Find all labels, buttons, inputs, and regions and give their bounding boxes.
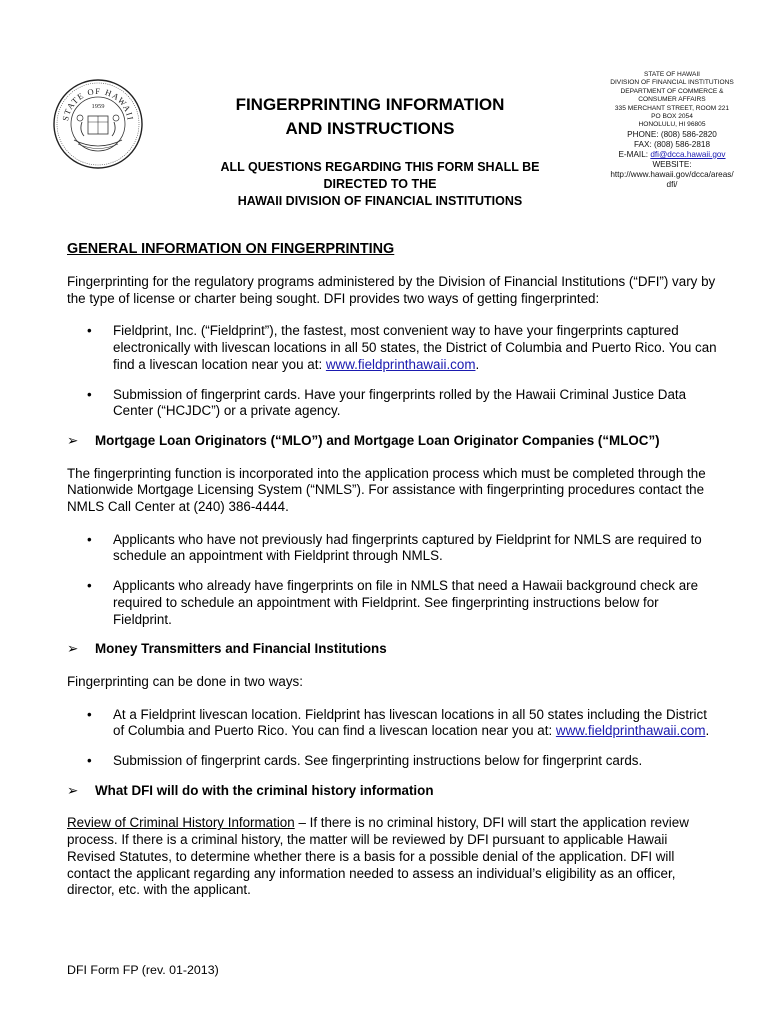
contact-phone: PHONE: (808) 586-2820 bbox=[627, 129, 717, 139]
contact-line: DIVISION OF FINANCIAL INSTITUTIONS bbox=[610, 79, 734, 87]
general-list bbox=[67, 323, 717, 420]
state-seal-icon bbox=[52, 78, 144, 170]
general-bullet1-text: Fieldprint, Inc. (“Fieldprint”), the fastest, most convenient way to have your fingerprints captured electronically with livescan locations in all 50 states, the District of Columbia and Puerto Rico. You can find a livescan location near you at: bbox=[113, 323, 717, 372]
contact-line: DEPARTMENT OF COMMERCE & bbox=[620, 87, 724, 95]
questions-notice bbox=[170, 159, 590, 210]
list-item: • At a Fieldprint livescan location. Fieldprint has livescan locations in all 50 states including the District of Columbia and Puerto Rico. You can find a livescan location near you at: www.fieldprinthawaii.com. bbox=[87, 706, 710, 739]
contact-email-link[interactable]: dfi@dcca.hawaii.gov bbox=[650, 149, 726, 159]
contact-email-label: E-MAIL: bbox=[618, 149, 649, 159]
fieldprint-link[interactable]: www.fieldprinthawaii.com bbox=[325, 356, 476, 372]
bullet-icon: • bbox=[87, 578, 92, 594]
mlo-heading: ➢ Mortgage Loan Originators (“MLO”) and Mortgage Loan Originator Companies (“MLOC”) bbox=[67, 432, 660, 448]
contact-line: HONOLULU, HI 96805 bbox=[638, 121, 706, 129]
money-heading: ➢ Money Transmitters and Financial Institutions bbox=[67, 641, 387, 657]
list-item: • Applicants who have not previously had fingerprints captured by Fieldprint for NMLS are required to schedule an appointment with Fieldprint through NMLS. bbox=[87, 531, 702, 564]
list-item bbox=[67, 387, 717, 420]
contact-line: PO BOX 2054 bbox=[651, 113, 693, 121]
general-heading: GENERAL INFORMATION ON FINGERPRINTING bbox=[67, 241, 395, 257]
contact-website-line1[interactable]: http://www.hawaii.gov/dcca/areas/ bbox=[610, 169, 734, 179]
list-item: • Applicants who already have fingerprints on file in NMLS that need a Hawaii background check are required to schedule an appointment with Fieldprint. See fingerprinting instructions below for Fieldprint. bbox=[87, 578, 699, 627]
page-title-line1: FINGERPRINTING INFORMATION bbox=[235, 95, 505, 114]
arrow-bullet-icon: ➢ bbox=[67, 641, 79, 657]
general-bullet2-text: Submission of fingerprint cards. Have your fingerprints rolled by the Hawaii Criminal Justice Data Center (“HCJDC”) or a private agency. bbox=[113, 386, 687, 419]
page-title bbox=[170, 93, 570, 141]
contact-website-label: WEBSITE: bbox=[652, 159, 692, 169]
arrow-bullet-icon: ➢ bbox=[67, 782, 79, 798]
money-list bbox=[67, 707, 717, 770]
mlo-intro: The fingerprinting function is incorporated into the application process which must be completed through the Nationwide Mortgage Licensing System (“NMLS”). For assistance with fingerprinting procedures contact the NMLS Call Center at (240) 386-4444. bbox=[67, 465, 706, 515]
questions-notice-line3: HAWAII DIVISION OF FINANCIAL INSTITUTIONS bbox=[237, 194, 523, 208]
criminal-review-label: Review of Criminal History Information bbox=[67, 815, 295, 831]
list-item: • Submission of fingerprint cards. See fingerprinting instructions below for fingerprint cards. bbox=[87, 753, 643, 769]
contact-website-line2[interactable]: dfi/ bbox=[666, 179, 678, 189]
form-id-footer: DFI Form FP (rev. 01-2013) bbox=[67, 963, 219, 977]
questions-notice-line2: DIRECTED TO THE bbox=[323, 177, 437, 191]
bullet-icon: • bbox=[87, 706, 92, 722]
contact-line: STATE OF HAWAII bbox=[643, 71, 701, 78]
money-intro: Fingerprinting can be done in two ways: bbox=[67, 673, 303, 689]
contact-line: CONSUMER AFFAIRS bbox=[638, 96, 706, 104]
criminal-review bbox=[67, 815, 717, 899]
contact-line: 335 MERCHANT STREET, ROOM 221 bbox=[614, 104, 730, 112]
state-seal bbox=[52, 78, 144, 170]
bullet-icon: • bbox=[87, 323, 92, 339]
criminal-heading: ➢ What DFI will do with the criminal history information bbox=[67, 782, 434, 798]
questions-notice-line1: ALL QUESTIONS REGARDING THIS FORM SHALL BE bbox=[220, 160, 540, 174]
bullet-icon: • bbox=[87, 531, 92, 547]
seal-text: STATE OF HAWAII bbox=[60, 85, 136, 122]
document-body bbox=[67, 240, 717, 915]
contact-block bbox=[596, 71, 748, 190]
mlo-list bbox=[67, 532, 717, 629]
contact-email-row bbox=[596, 150, 748, 160]
general-intro: Fingerprinting for the regulatory programs administered by the Division of Financial Institutions (“DFI”) vary by the type of license or charter being sought. DFI provides two ways of getting fingerprinted: bbox=[67, 274, 716, 306]
seal-year: 1959 bbox=[91, 103, 105, 110]
contact-fax: FAX: (808) 586-2818 bbox=[633, 139, 710, 149]
bullet-icon: • bbox=[87, 753, 92, 769]
list-item: • Fieldprint, Inc. (“Fieldprint”), the fastest, most convenient way to have your fingerprints captured electronically with livescan locations in all 50 states, the District of Columbia and Puerto Rico. You can find a livescan location near you at: www.fieldprinthawaii.com. bbox=[87, 323, 717, 372]
bullet-icon: • bbox=[87, 386, 92, 402]
criminal-review-text: – If there is no criminal history, DFI will start the application review process. If there is a criminal history, the matter will be reviewed by DFI pursuant to applicable Hawaii Revised Statutes, to determine whether there is a basis for a possible denial of the application. DFI will contact the applicant regarding any information needed to assess an individual’s eligibility as an officer, director, etc. with the applicant. bbox=[67, 815, 689, 898]
arrow-bullet-icon: ➢ bbox=[67, 432, 79, 448]
page-title-line2: AND INSTRUCTIONS bbox=[285, 119, 455, 138]
fieldprint-link[interactable]: www.fieldprinthawaii.com bbox=[555, 723, 706, 739]
